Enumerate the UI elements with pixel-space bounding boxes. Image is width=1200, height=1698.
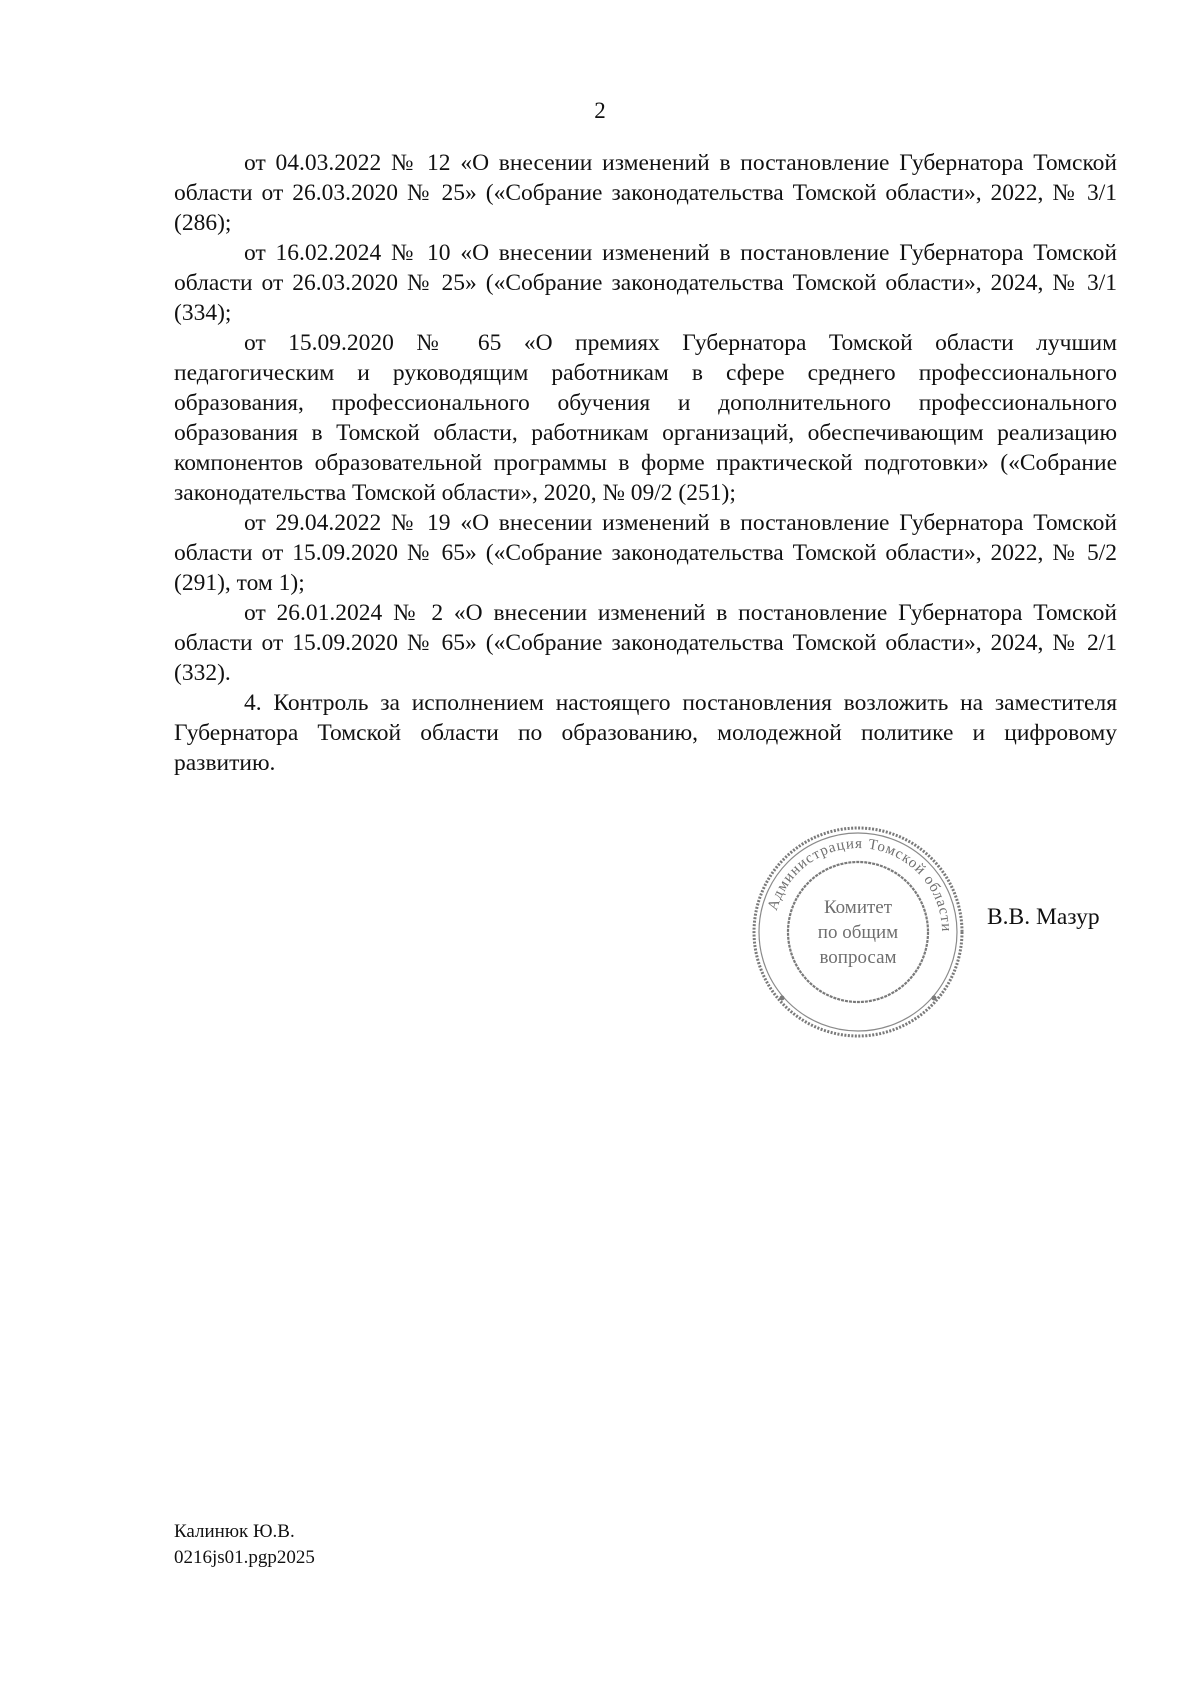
stamp-ring-text: Администрация Томской области [765,835,955,933]
footer-block [174,1519,315,1571]
document-body [174,148,1117,778]
page-number: 2 [594,98,606,123]
paragraph-amendment-2022-12: от 04.03.2022 № 12 «О внесении изменений в постановление Губернатора Томской области от 26.03.2020 № 25» («Собрание законодательства Томской области», 2022, № 3/1 (286); [174,150,1117,236]
stamp-center-line-2: по общим [817,922,899,943]
footer-author: Калинюк Ю.В. [174,1521,295,1542]
stamp-star-left [780,996,785,1001]
paragraph-control-clause: 4. Контроль за исполнением настоящего постановления возложить на заместителя Губернатора Томской области по образованию, молодежной политике и цифровому развитию. [174,690,1117,776]
paragraph-amendment-2024-10: от 16.02.2024 № 10 «О внесении изменений в постановление Губернатора Томской области от 26.03.2020 № 25» («Собрание законодательства Томской области», 2024, № 3/1 (334); [174,240,1117,326]
stamp-seal-icon [749,823,967,1041]
paragraph-amendment-2024-2: от 26.01.2024 № 2 «О внесении изменений в постановление Губернатора Томской области от 15.09.2020 № 65» («Собрание законодательства Томской области», 2024, № 2/1 (332). [174,600,1117,686]
stamp-center-line-3: вопросам [819,947,897,968]
footer-doc-code: 0216js01.pgp2025 [174,1547,315,1568]
paragraph-amendment-2022-19: от 29.04.2022 № 19 «О внесении изменений в постановление Губернатора Томской области от 15.09.2020 № 65» («Собрание законодательства Томской области», 2022, № 5/2 (291), том 1); [174,510,1117,596]
paragraph-decree-2020-65: от 15.09.2020 № 65 «О премиях Губернатора Томской области лучшим педагогическим и руководящим работникам в сфере среднего профессионального образования, профессионального обучения и дополнительного профессионального образования в Томской области, работникам организаций, обеспечивающим реализацию компонентов образовательной программы в форме практической подготовки» («Собрание законодательства Томской области», 2020, № 09/2 (251); [174,330,1117,506]
stamp-star-right [932,996,937,1001]
official-stamp [749,823,967,1041]
stamp-center-line-1: Комитет [823,897,893,918]
signer-name: В.В. Мазур [987,904,1100,930]
